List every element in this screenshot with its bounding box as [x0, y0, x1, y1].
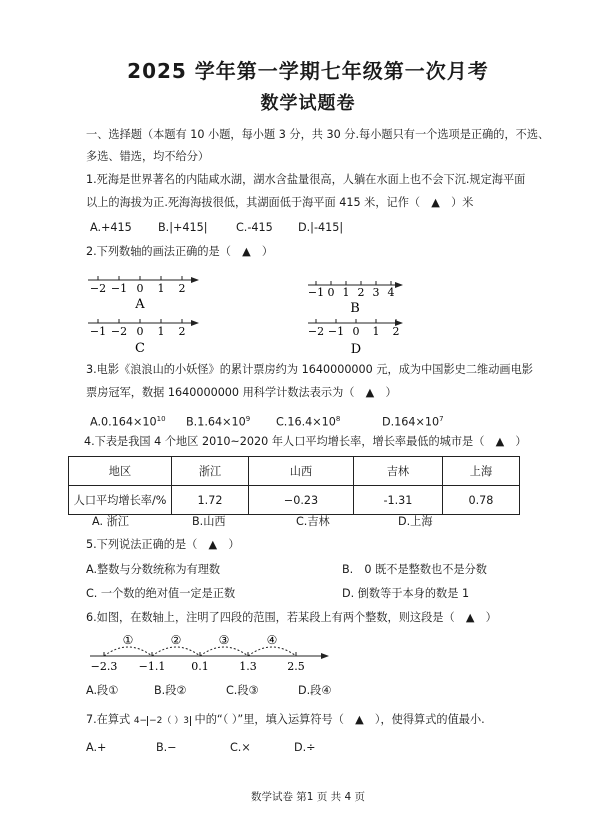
q3-option-d: $D.164\times 10^7$: [382, 415, 444, 429]
q6-stem: 6.如图，在数轴上，注明了四段的范围，若某段上有两个整数，则这段是（ ▲ ）: [86, 611, 497, 624]
line-d-caption: D: [350, 342, 362, 357]
q5-option-c: C. 一个数的绝对值一定是正数: [86, 587, 236, 600]
table-cell: −0.23: [249, 486, 354, 515]
number-line-c: [88, 319, 198, 356]
line-d-tick-label: −2: [307, 325, 325, 338]
q7-stem: 7.在算式 4− −2（ ）3 中的“（ ）”里，填入运算符号（ ▲ ），使得算式的值最小.: [86, 713, 485, 726]
line-a-tick-label: 2: [178, 282, 186, 295]
table-header-cell: 上海: [442, 457, 519, 486]
q1-option-d: D.|-415|: [298, 221, 344, 234]
table-cell: 0.78: [442, 486, 519, 515]
q6-option-d: D.段④: [298, 684, 332, 697]
tick-label: −1.1: [138, 660, 166, 673]
growth-rate-table: [68, 456, 520, 515]
table-header-cell: 山西: [249, 457, 354, 486]
line-b-tick-label: 2: [357, 286, 365, 299]
tick-label: 0.1: [191, 660, 209, 673]
line-c-tick-label: 0: [136, 325, 144, 338]
line-c-caption: C: [135, 341, 145, 356]
table-cell: 1.72: [172, 486, 249, 515]
q1-option-c: C.-415: [236, 221, 273, 234]
q2-stem: 2.下列数轴的画法正确的是（ ▲ ）: [86, 245, 274, 258]
line-a-tick-label: −1: [110, 282, 128, 295]
table-cell: -1.31: [353, 486, 442, 515]
line-b-tick-label: 1: [342, 286, 350, 299]
line-b-tick-label: −1: [307, 286, 325, 299]
table-row: [69, 486, 520, 515]
q2-number-lines: [80, 268, 520, 360]
segment-label: ④: [266, 633, 278, 647]
table-header-cell: 地区: [69, 457, 172, 486]
table-header-cell: 浙江: [172, 457, 249, 486]
q1-option-a: A.+415: [90, 221, 132, 234]
q5-stem: 5.下列说法正确的是（ ▲ ）: [86, 538, 240, 551]
segment-arc: [248, 647, 296, 656]
q1-option-b: B.|+415|: [158, 221, 208, 234]
line-a-tick-label: −2: [89, 282, 107, 295]
q7-expression: 4− −2（ ）3: [133, 716, 189, 726]
q4-option-c: C.吉林: [296, 515, 330, 528]
segment-label: ③: [218, 633, 230, 647]
line-c-tick-label: 1: [157, 325, 165, 338]
segment-arc: [152, 647, 200, 656]
line-b-tick-label: 0: [327, 286, 335, 299]
line-b-tick-label: 3: [372, 286, 380, 299]
line-a-tick-label: 0: [136, 282, 144, 295]
page-footer: 数学试卷 第1 页 共 4 页: [250, 791, 366, 803]
q4-option-d: D.上海: [398, 515, 433, 528]
line-c-tick-label: −1: [89, 325, 107, 338]
segment-label: ②: [170, 633, 182, 647]
section-heading-cont: 多选、错选，均不给分）: [86, 150, 210, 163]
q5-option-b: B. 0 既不是整数也不是分数: [342, 563, 487, 576]
line-c-tick-label: 2: [178, 325, 186, 338]
line-b-caption: B: [350, 301, 360, 316]
q1-stem: 1.死海是世界著名的内陆咸水湖，湖水含盐量很高，人躺在水面上也不会下沉.规定海平面: [86, 173, 526, 186]
segment-arc: [104, 647, 152, 656]
q3-stem: 3.电影《浪浪山的小妖怪》的累计票房约为 1640000000 元，成为中国影史二维动画电影: [86, 363, 533, 376]
line-d-tick-label: 1: [372, 325, 380, 338]
line-d-tick-label: 0: [352, 325, 360, 338]
tick-label: 2.5: [287, 660, 305, 673]
page-subtitle: 数学试题卷: [260, 93, 356, 114]
q4-option-b: B.山西: [192, 515, 226, 528]
line-c-tick-label: −2: [110, 325, 128, 338]
table-cell: 人口平均增长率/%: [69, 486, 172, 515]
q4-stem: 4.下表是我国 4 个地区 2010~2020 年人口平均增长率，增长率最低的城市是（ ▲ ）: [84, 435, 527, 448]
q6-number-line: [84, 630, 344, 678]
number-line-d: [308, 319, 402, 357]
section-heading: 一、选择题（本题有 10 小题，每小题 3 分，共 30 分.每小题只有一个选项是正确的，不选、: [86, 128, 550, 141]
q4-option-a: A. 浙江: [92, 515, 129, 528]
q1-stem-cont: 以上的海拔为正.死海海拔很低，其湖面低于海平面 415 米，记作（ ▲ ）米: [86, 196, 474, 209]
q6-option-b: B.段②: [154, 684, 187, 697]
segment-label: ①: [122, 633, 134, 647]
line-b-tick-label: 4: [387, 286, 395, 299]
q3-option-c: $C.16.4\times 10^8$: [276, 415, 341, 429]
page-title: 2025 学年第一学期七年级第一次月考: [127, 59, 489, 83]
table-header-cell: 吉林: [353, 457, 442, 486]
number-line-a: [88, 276, 198, 312]
segment-arc: [200, 647, 248, 656]
line-a-caption: A: [135, 297, 145, 312]
q5-option-a: A.整数与分数统称为有理数: [86, 563, 221, 576]
line-d-tick-label: 2: [392, 325, 400, 338]
q5-option-d: D. 倒数等于本身的数是 1: [342, 587, 470, 600]
q7-option-a: A.+: [86, 741, 107, 754]
q7-option-b: B.−: [156, 741, 177, 754]
tick-label: −2.3: [90, 660, 118, 673]
q6-option-c: C.段③: [226, 684, 259, 697]
line-d-tick-label: −1: [327, 325, 345, 338]
q7-option-c: C.×: [230, 741, 251, 754]
q3-stem-cont: 票房冠军，数据 1640000000 用科学计数法表示为（ ▲ ）: [86, 386, 397, 399]
q3-option-a: $A.0.164\times 10^{10}$: [90, 415, 166, 429]
q7-option-d: D.÷: [294, 741, 316, 754]
line-a-tick-label: 1: [157, 282, 165, 295]
q6-option-a: A.段①: [86, 684, 119, 697]
number-line-b: [308, 281, 402, 316]
q3-option-b: $B.1.64\times 10^9$: [186, 415, 251, 429]
table-header-row: [69, 457, 520, 486]
tick-label: 1.3: [239, 660, 257, 673]
